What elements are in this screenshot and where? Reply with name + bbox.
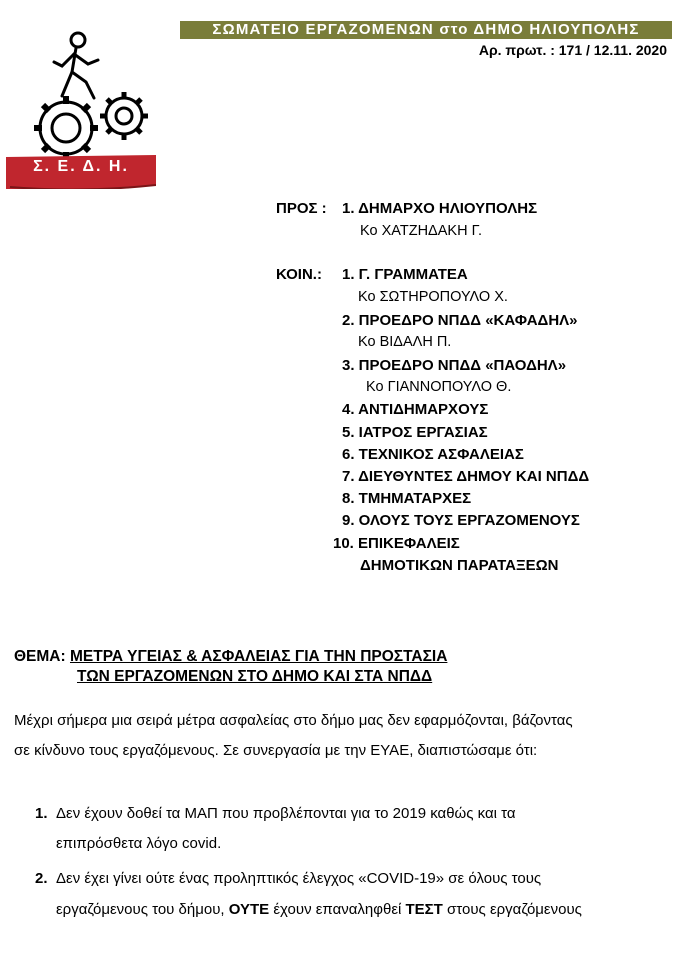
cc-item: 4. ΑΝΤΙΔΗΜΑΡΧΟΥΣ: [342, 401, 489, 418]
point-text-part: στους εργαζόμενους: [442, 901, 582, 918]
cc-item-name: Κο ΓΙΑΝΝΟΠΟΥΛΟ Θ.: [366, 379, 512, 395]
to-recipient: 1. ΔΗΜΑΡΧΟ ΗΛΙΟΥΠΟΛΗΣ: [342, 200, 538, 217]
point-number: 1.: [35, 805, 48, 822]
organization-banner: ΣΩΜΑΤΕΙΟ ΕΡΓΑΖΟΜΕΝΩΝ στο ΔΗΜΟ ΗΛΙΟΥΠΟΛΗΣ: [180, 21, 672, 39]
protocol-number: Αρ. πρωτ. : 171 / 12.11. 2020: [478, 42, 667, 58]
emphasis-text: ΟΥΤΕ: [228, 901, 270, 918]
subject-label: ΘΕΜΑ:: [14, 648, 66, 665]
cc-item-name: Κο ΣΩΤΗΡΟΠΟΥΛΟ Χ.: [358, 289, 508, 305]
cc-item-name: Κο ΒΙΔΑΛΗ Π.: [358, 334, 452, 350]
cc-item: 2. ΠΡΟΕΔΡΟ ΝΠΔΔ «ΚΑΦΑΔΗΛ»: [342, 312, 578, 329]
cc-item: 1. Γ. ΓΡΑΜΜΑΤΕΑ: [342, 266, 468, 283]
point-number: 2.: [35, 870, 48, 887]
large-gear-icon: [34, 96, 98, 160]
cc-item: 3. ΠΡΟΕΔΡΟ ΝΠΔΔ «ΠΑΟΔΗΛ»: [342, 357, 567, 374]
cc-item: 6. ΤΕΧΝΙΚΟΣ ΑΣΦΑΛΕΙΑΣ: [342, 446, 524, 463]
cc-item: 7. ΔΙΕΥΘΥΝΤΕΣ ΔΗΜΟΥ ΚΑΙ ΝΠΔΔ: [342, 468, 590, 485]
point-text: Δεν έχει γίνει ούτε ένας προληπτικός έλεγχος «COVID-19» σε όλους τους: [56, 870, 542, 887]
point-text: Δεν έχουν δοθεί τα ΜΑΠ που προβλέπονται για το 2019 καθώς και τα: [56, 805, 516, 822]
subject-text-line2: ΤΩΝ ΕΡΓΑΖΟΜΕΝΩΝ ΣΤΟ ΔΗΜΟ ΚΑΙ ΣΤΑ ΝΠΔΔ: [77, 668, 433, 685]
subject-line: [14, 648, 447, 666]
point-text-part: εργαζόμενους του δήμου,: [56, 901, 229, 918]
to-recipient-name: Κο ΧΑΤΖΗΔΑΚΗ Γ.: [360, 223, 482, 239]
body-paragraph: Μέχρι σήμερα μια σειρά μέτρα ασφαλείας στο δήμο μας δεν εφαρμόζονται, βάζοντας: [14, 712, 573, 729]
cc-label: ΚΟΙΝ.:: [276, 266, 322, 283]
logo-acronym: Σ. Ε. Δ. Η.: [33, 158, 129, 175]
point-text: [56, 901, 582, 918]
cc-item: 9. ΟΛΟΥΣ ΤΟΥΣ ΕΡΓΑΖΟΜΕΝΟΥΣ: [342, 512, 580, 529]
cc-item: 8. ΤΜΗΜΑΤΑΡΧΕΣ: [342, 490, 472, 507]
to-label: ΠΡΟΣ :: [276, 200, 327, 217]
walking-figure-icon: [54, 33, 98, 98]
body-paragraph: σε κίνδυνο τους εργαζόμενους. Σε συνεργασία με την ΕΥΑΕ, διαπιστώσαμε ότι:: [14, 742, 538, 759]
cc-item: 10. ΕΠΙΚΕΦΑΛΕΙΣ: [333, 535, 460, 552]
emphasis-text: ΤΕΣΤ: [405, 901, 443, 918]
cc-item-continuation: ΔΗΜΟΤΙΚΩΝ ΠΑΡΑΤΑΞΕΩΝ: [360, 557, 559, 574]
cc-item: 5. ΙΑΤΡΟΣ ΕΡΓΑΣΙΑΣ: [342, 424, 488, 441]
point-text: επιπρόσθετα λόγο covid.: [56, 835, 222, 852]
subject-text: ΜΕΤΡΑ ΥΓΕΙΑΣ & ΑΣΦΑΛΕΙΑΣ ΓΙΑ ΤΗΝ ΠΡΟΣΤΑΣΙΑ: [69, 648, 448, 665]
point-text-part: έχουν επαναληφθεί: [269, 901, 406, 918]
small-gear-icon: [100, 92, 148, 140]
